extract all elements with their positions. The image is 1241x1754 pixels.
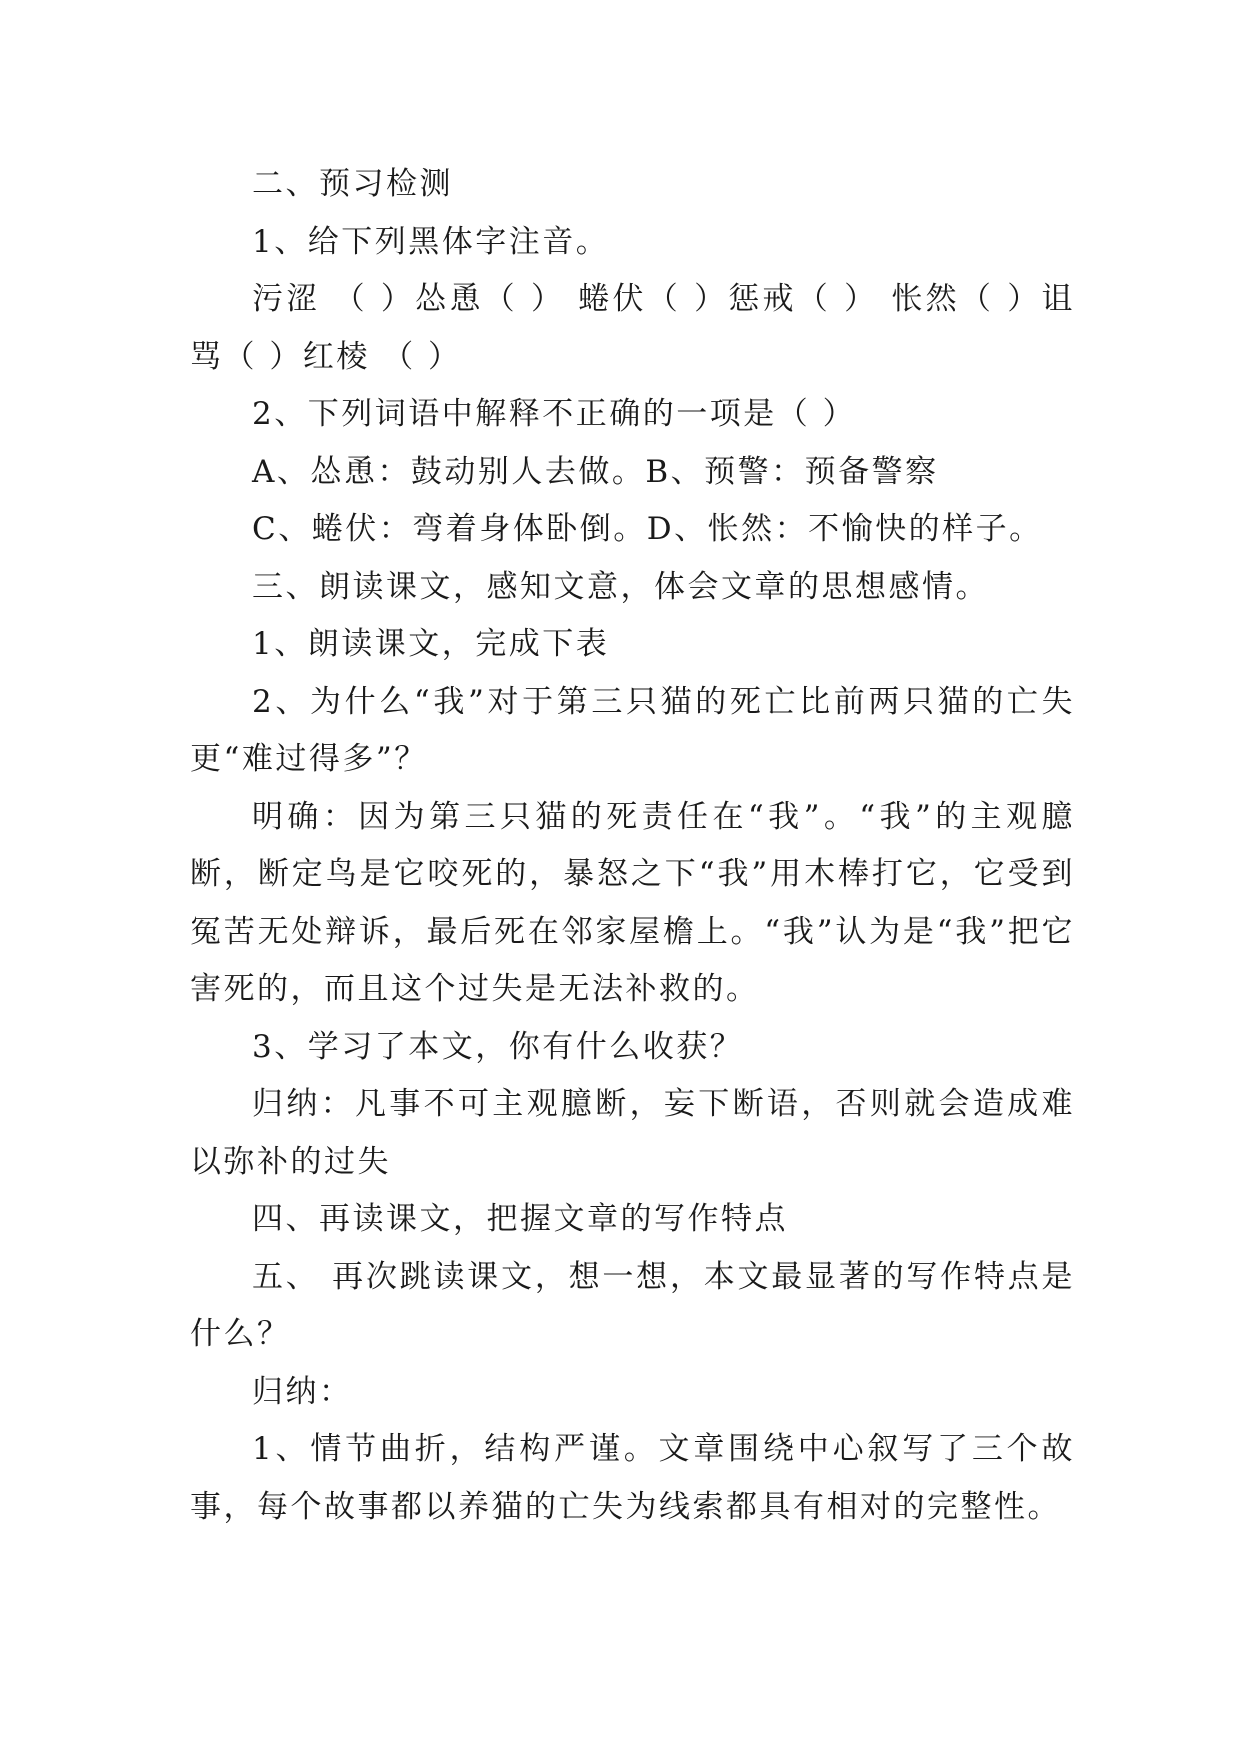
section-heading-preview-check: 二、预习检测	[252, 166, 453, 202]
question-1: 1、给下列黑体字注音。	[252, 223, 610, 260]
answer-2: 明确：因为第三只猫的死责任在“我”。“我”的主观臆断，断定鸟是它咬死的，暴怒之下“我”用木棒打它，它受到冤苦无处辩诉，最后死在邻家屋檐上。“我”认为是“我”把它害死的，而且这个过失是无法补救的。	[190, 798, 1075, 1007]
summary-point-1: 1、情节曲折，结构严谨。文章围绕中心叙写了三个故事，每个故事都以养猫的亡失为线索都具有相对的完整性。	[190, 1431, 1075, 1525]
task-1: 1、朗读课文，完成下表	[252, 626, 610, 662]
task-2: 2、为什么“我”对于第三只猫的死亡比前两只猫的亡失更“难过得多”？	[190, 683, 1075, 777]
summary-3: 归纳：凡事不可主观臆断，妄下断语，否则就会造成难以弥补的过失	[190, 1086, 1075, 1180]
section-heading-skim-reading: 五、 再次跳读课文，想一想，本文最显著的写作特点是什么？	[190, 1258, 1075, 1352]
section-heading-rereading: 四、再读课文，把握文章的写作特点	[252, 1201, 788, 1237]
option-c-d: C、蜷伏：弯着身体卧倒。D、怅然：不愉快的样子。	[252, 511, 1043, 547]
document-body	[190, 156, 1075, 1536]
summary-label: 归纳：	[252, 1373, 353, 1410]
option-a-b: A、怂恿：鼓动别人去做。B、预警：预备警察	[252, 453, 939, 490]
section-heading-reading: 三、朗读课文，感知文意，体会文章的思想感情。	[252, 568, 989, 605]
pinyin-word-list: 污涩 （ ）怂恿（ ） 蜷伏（ ）惩戒（ ） 怅然（ ）诅骂（ ）红棱 （ ）	[190, 281, 1075, 375]
task-3: 3、学习了本文，你有什么收获？	[252, 1028, 744, 1065]
question-2: 2、下列词语中解释不正确的一项是（ ）	[252, 396, 857, 432]
